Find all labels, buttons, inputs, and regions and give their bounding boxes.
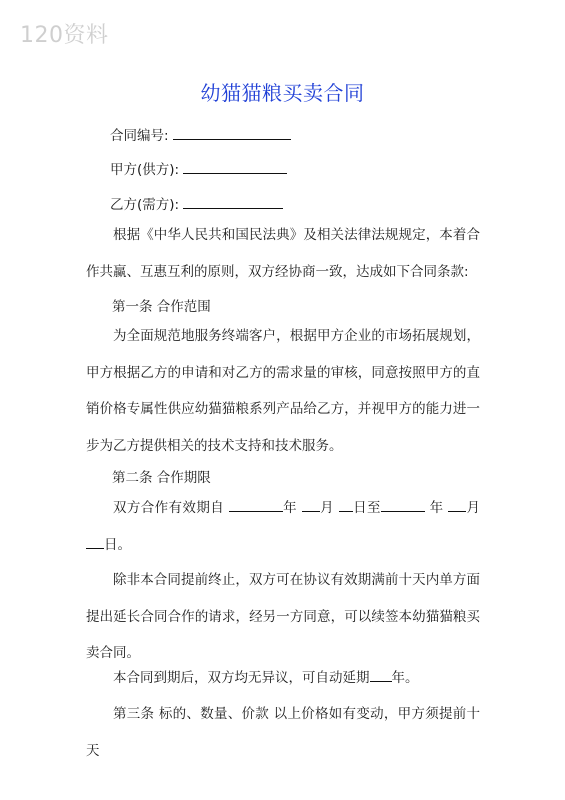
start-year-blank [229, 497, 283, 512]
article-3-body: 以上价格如有变动，甲方须提前十天 [86, 706, 481, 759]
term-month-label: 月 [319, 500, 335, 516]
party-a-label: 甲方(供方): [110, 162, 180, 178]
article-2-heading: 第二条 合作期限 [112, 470, 211, 486]
contract-number-field [110, 124, 291, 144]
article-3-heading: 第三条 标的、数量、价款 [113, 706, 270, 722]
party-a-blank [183, 159, 287, 174]
contract-number-label: 合同编号: [110, 128, 169, 144]
document-title: 幼猫猫粮买卖合同 [200, 81, 365, 105]
term-day2-label: 日。 [104, 536, 131, 553]
term-day-to-label: 日至 [352, 500, 381, 516]
extension-text: 本合同到期后，双方均无异议，可自动延期 [113, 670, 370, 686]
article-2-term [86, 490, 480, 563]
party-a-field [110, 158, 287, 178]
article-2-renewal: 除非本合同提前终止，双方可在协议有效期满前十天内单方面提出延长合同合作的请求，经另一方同意，可以续签本幼猫猫粮买卖合同。 [86, 572, 480, 661]
watermark: 120资料 [20, 23, 109, 48]
term-year-label: 年 [282, 500, 298, 516]
start-month-blank [302, 497, 320, 512]
article-3-line [86, 696, 480, 769]
term-month2-label: 月 [466, 500, 481, 516]
article-1-body: 为全面规范地服务终端客户，根据甲方企业的市场拓展规划，甲方根据乙方的申请和对乙方的需求量的审核，同意按照甲方的直销价格专属性供应幼猫猫粮系列产品给乙方，并视甲方的能力进一步为乙方提供相关的技术支持和技术服务。 [86, 328, 480, 454]
party-b-blank [183, 194, 283, 209]
term-start-text: 双方合作有效期自 [113, 500, 225, 516]
article-2-extension [86, 660, 480, 697]
end-day-blank [86, 534, 104, 549]
end-year-blank [381, 497, 425, 512]
intro-paragraph: 根据《中华人民共和国民法典》及相关法律法规规定，本着合作共赢、互惠互利的原则，双方经协商一致，达成如下合同条款: [86, 227, 480, 280]
party-b-label: 乙方(需方): [110, 197, 180, 213]
term-year2-label: 年 [429, 500, 444, 516]
extension-year-label: 年。 [391, 670, 419, 686]
article-1-heading: 第一条 合作范围 [112, 299, 211, 315]
contract-number-blank [173, 125, 291, 140]
start-day-blank [339, 497, 353, 512]
extension-years-blank [370, 667, 392, 682]
end-month-blank [448, 497, 466, 512]
party-b-field [110, 193, 283, 213]
